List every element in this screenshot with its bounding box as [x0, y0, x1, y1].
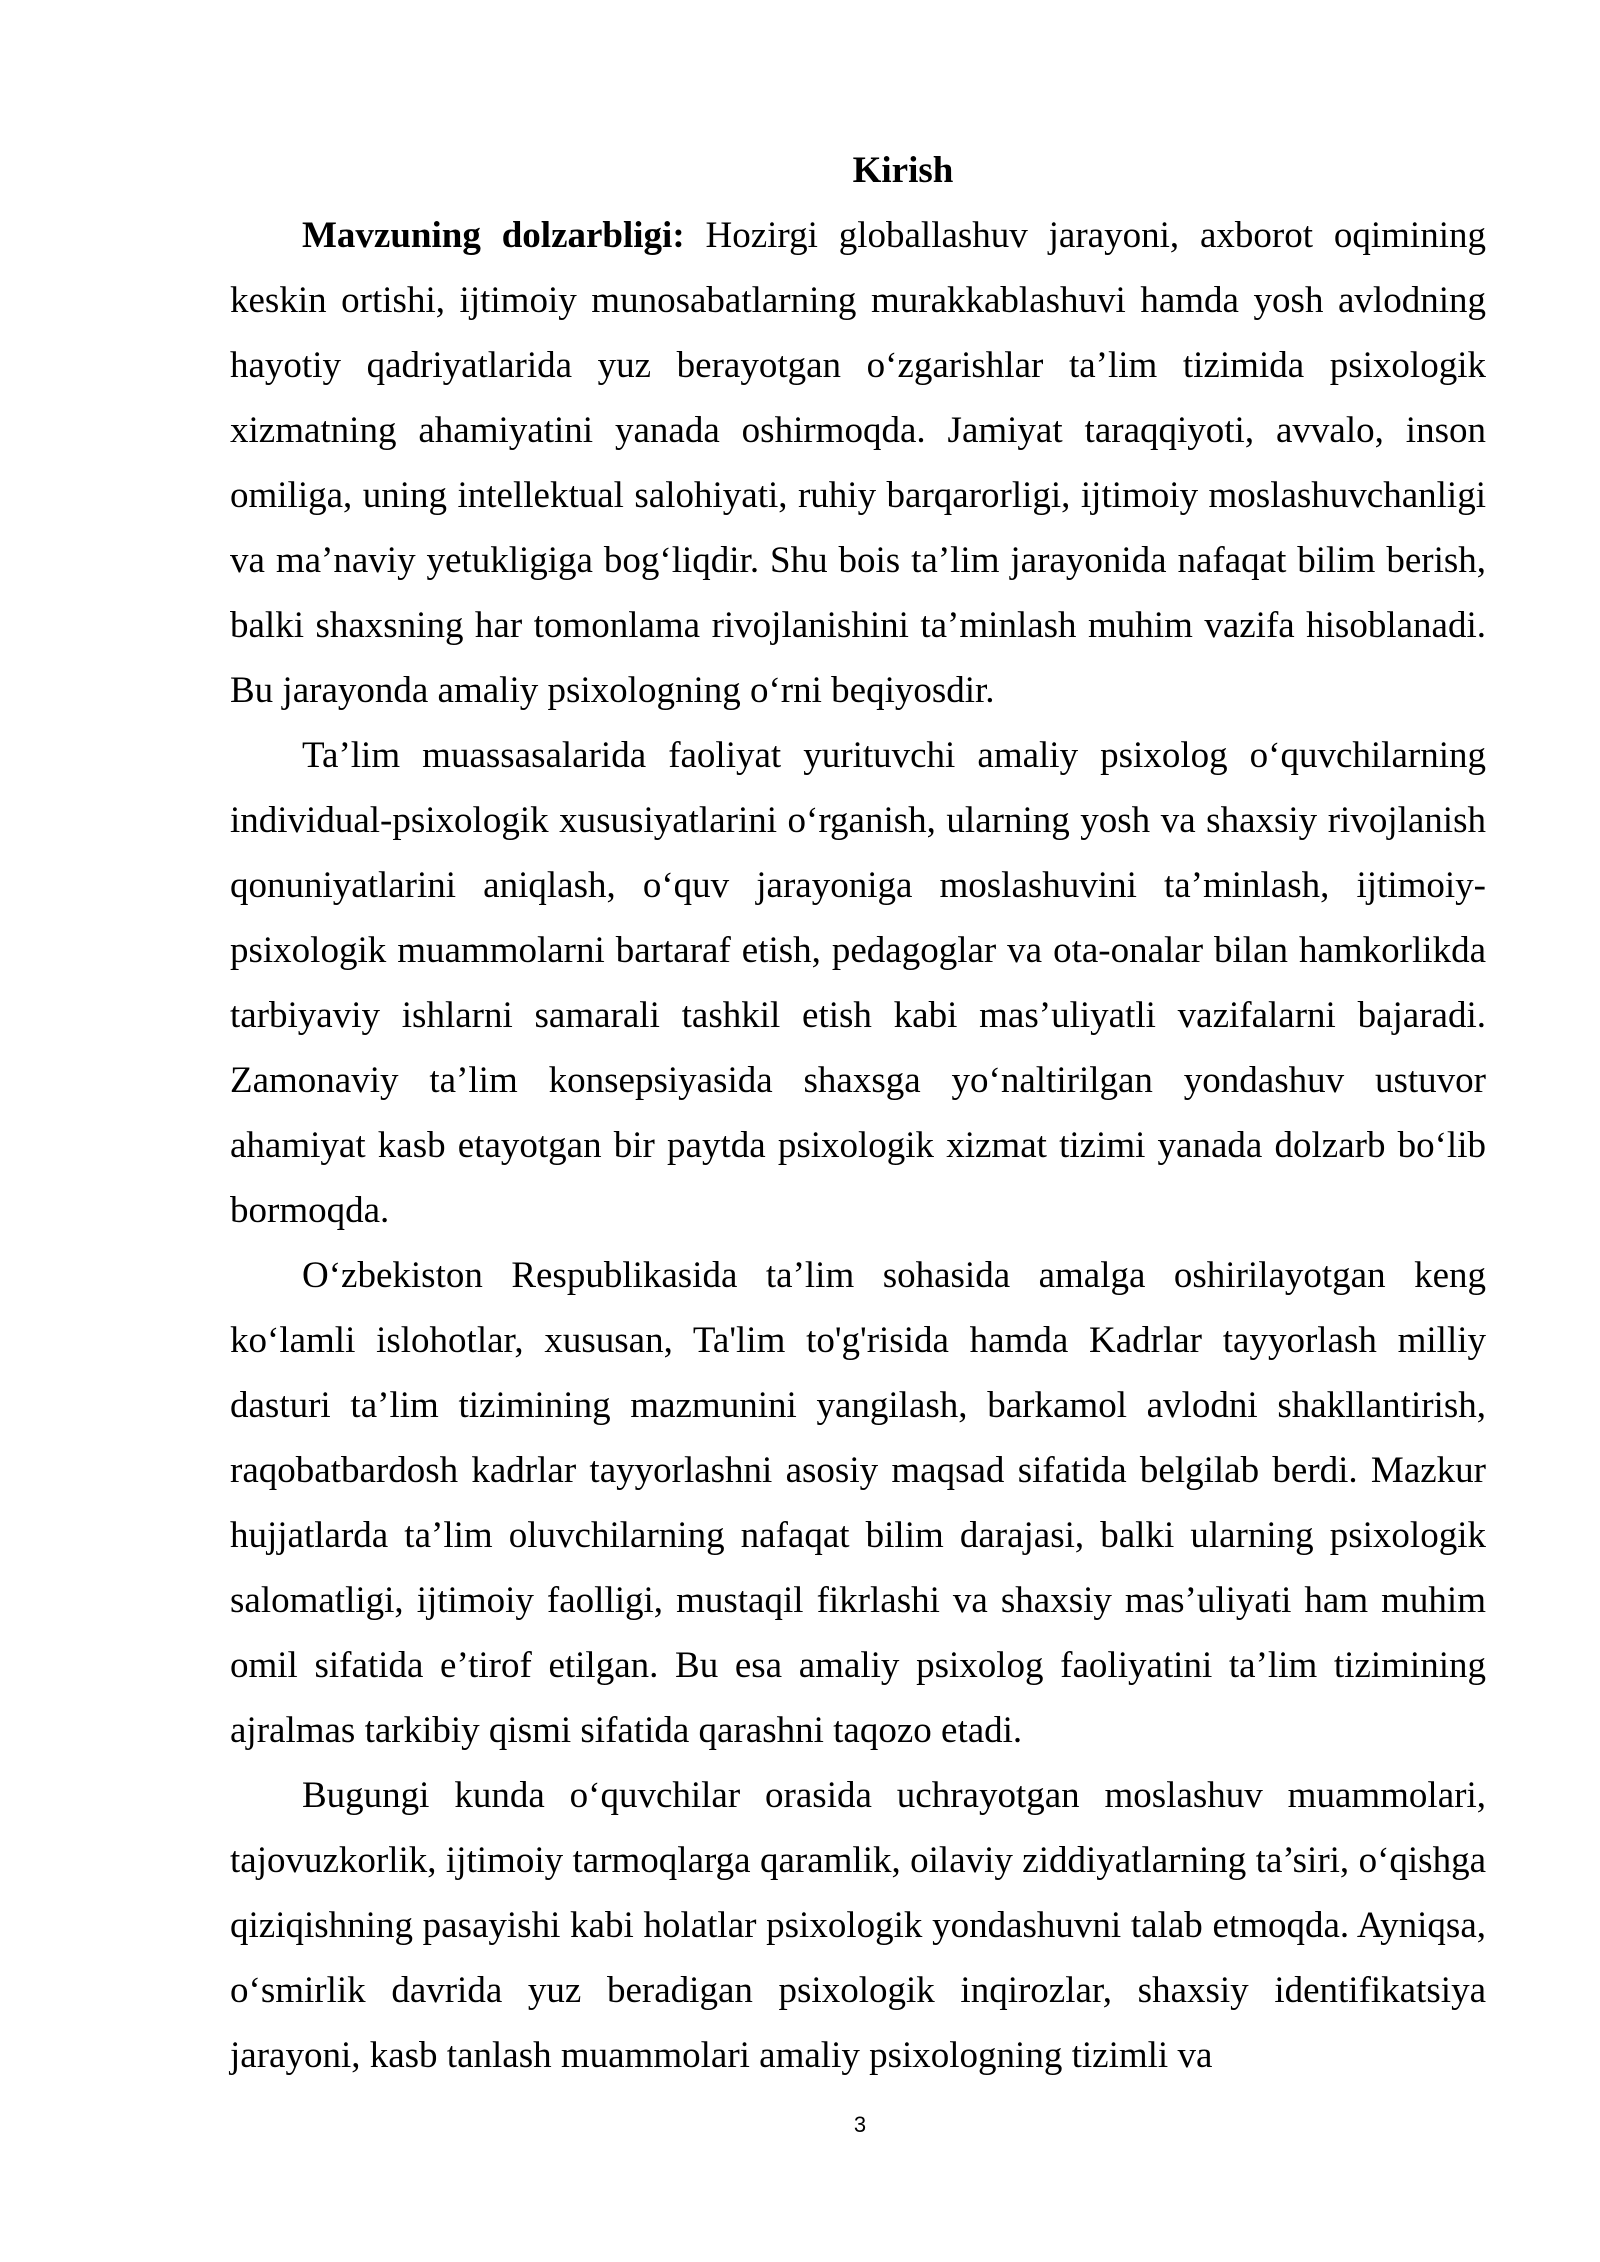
paragraph-lead: Mavzuning dolzarbligi: — [302, 215, 685, 256]
paragraph-1 — [230, 203, 1486, 723]
paragraph-4: Bugungi kunda o‘quvchilar orasida uchrayotgan moslashuv muammolari, tajovuzkorlik, ijtimoiy tarmoqlarga qaramlik, oilaviy ziddiyatlarning ta’siri, o‘qishga qiziqishning pasayishi kabi holatlar psixologik yondashuvni talab etmoqda. Ayniqsa, o‘smirlik davrida yuz beradigan psixologik inqirozlar, shaxsiy identifikatsiya jarayoni, kasb tanlash muammolari amaliy psixologning tizimli va — [230, 1775, 1486, 2076]
paragraph-2: Ta’lim muassasalarida faoliyat yurituvchi amaliy psixolog o‘quvchilarning individual-psixologik xususiyatlarini o‘rganish, ularning yosh va shaxsiy rivojlanish qonuniyatlarini aniqlash, o‘quv jarayoniga moslashuvini ta’minlash, ijtimoiy-psixologik muammolarni bartaraf etish, pedagoglar va ota-onalar bilan hamkorlikda tarbiyaviy ishlarni samarali tashkil etish kabi mas’uliyatli vazifalarni bajaradi. Zamonaviy ta’lim konsepsiyasida shaxsga yo‘naltirilgan yondashuv ustuvor ahamiyat kasb etayotgan bir paytda psixologik xizmat tizimi yanada dolzarb bo‘lib bormoqda. — [230, 735, 1486, 1231]
page-number: 3 — [853, 2112, 867, 2137]
paragraph-text: Hozirgi globallashuv jarayoni, axborot oqimining keskin ortishi, ijtimoiy munosabatlarning murakkablashuvi hamda yosh avlodning hayotiy qadriyatlarida yuz berayotgan o‘zgarishlar ta’lim tizimida psixologik xizmatning ahamiyatini yanada oshirmoqda. Jamiyat taraqqiyoti, avvalo, inson omiliga, uning intellektual salohiyati, ruhiy barqarorligi, ijtimoiy moslashuvchanligi va ma’naviy yetukligiga bog‘liqdir. Shu bois ta’lim jarayonida nafaqat bilim berish, balki shaxsning har tomonlama rivojlanishini ta’minlash muhim vazifa hisoblanadi. Bu jarayonda amaliy psixologning o‘rni beqiyosdir. — [230, 215, 1486, 711]
section-title: Kirish — [852, 150, 954, 191]
page-content — [230, 138, 1486, 2088]
paragraph-3: O‘zbekiston Respublikasida ta’lim sohasida amalga oshirilayotgan keng ko‘lamli islohotlar, xususan, Ta'lim to'g'risida hamda Kadrlar tayyorlash milliy dasturi ta’lim tizimining mazmunini yangilash, barkamol avlodni shakllantirish, raqobatbardosh kadrlar tayyorlashni asosiy maqsad sifatida belgilab berdi. Mazkur hujjatlarda ta’lim oluvchilarning nafaqat bilim darajasi, balki ularning psixologik salomatligi, ijtimoiy faolligi, mustaqil fikrlashi va shaxsiy mas’uliyati ham muhim omil sifatida e’tirof etilgan. Bu esa amaliy psixolog faoliyatini ta’lim tizimining ajralmas tarkibiy qismi sifatida qarashni taqozo etadi. — [230, 1255, 1486, 1751]
